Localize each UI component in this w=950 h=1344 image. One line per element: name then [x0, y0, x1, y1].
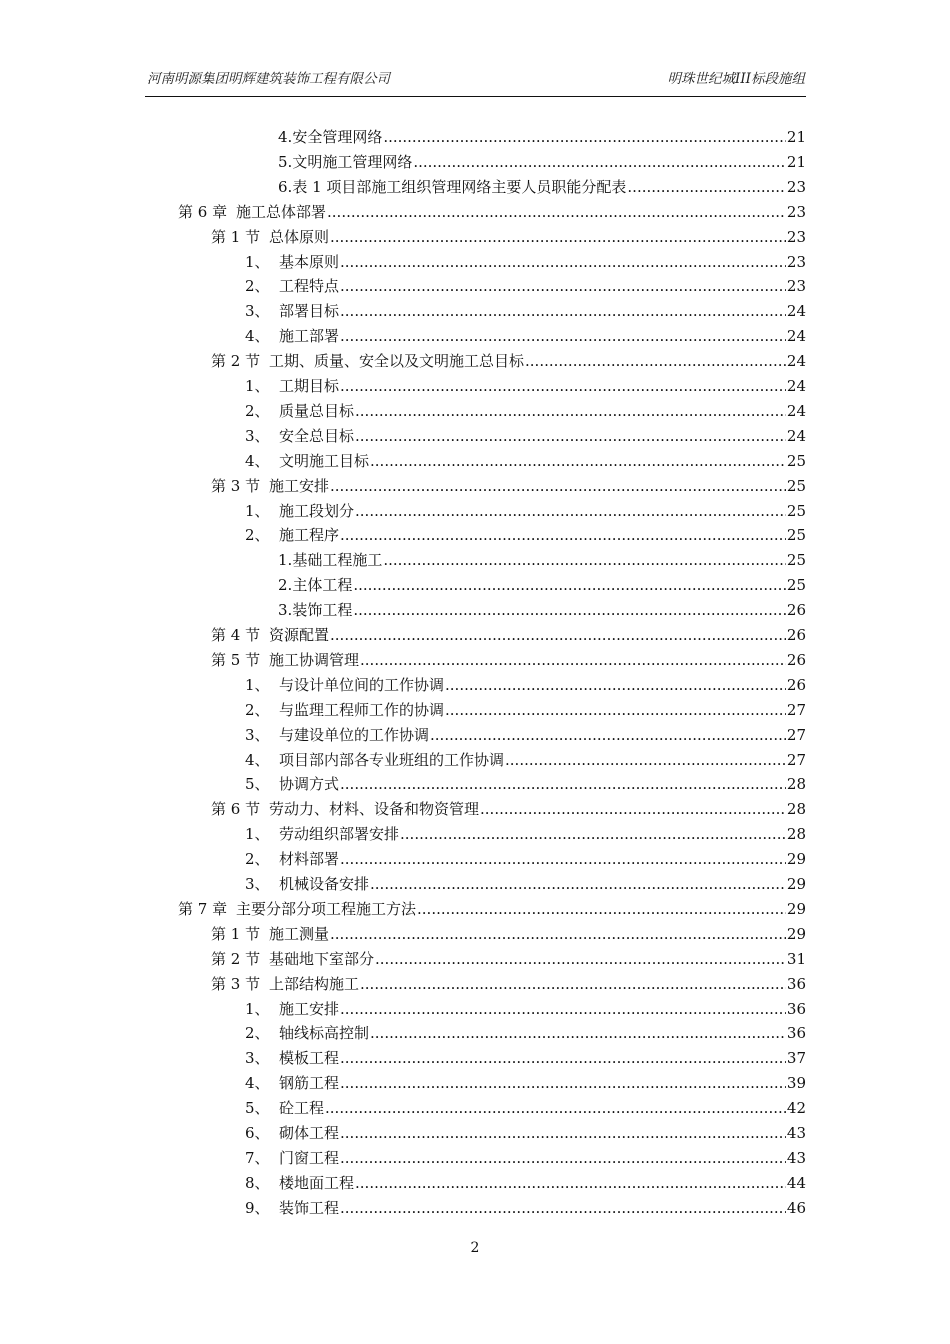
- toc-entry-chapter[interactable]: [178, 897, 806, 922]
- toc-entry-page: 23: [786, 227, 806, 246]
- header-divider: [145, 96, 806, 97]
- toc-entry-item[interactable]: [245, 723, 806, 748]
- toc-entry-page: 23: [786, 277, 806, 296]
- toc-entry-number: 第 1 节: [211, 227, 261, 246]
- toc-entry-item[interactable]: [245, 847, 806, 872]
- toc-entry-sub[interactable]: [278, 548, 806, 573]
- toc-entry-item[interactable]: [245, 499, 806, 524]
- toc-entry-page: 28: [786, 825, 806, 844]
- toc-leader-dots: [340, 997, 786, 1022]
- toc-entry-chapter[interactable]: [178, 200, 806, 225]
- toc-leader-dots: [400, 822, 786, 847]
- toc-entry-page: 27: [786, 700, 806, 719]
- toc-entry-page: 36: [786, 1024, 806, 1043]
- toc-leader-dots: [330, 623, 786, 648]
- toc-entry-page: 31: [786, 949, 806, 968]
- toc-entry-number: 4、: [245, 750, 270, 769]
- toc-leader-dots: [375, 947, 786, 972]
- toc-leader-dots: [355, 1171, 786, 1196]
- toc-entry-title: 与建设单位的工作协调: [279, 725, 430, 744]
- toc-entry-number: 3、: [245, 875, 270, 893]
- toc-entry-item[interactable]: [245, 772, 806, 797]
- toc-entry-section[interactable]: [211, 797, 806, 822]
- toc-entry-item[interactable]: [245, 673, 806, 698]
- toc-entry-title: 安全总目标: [279, 426, 355, 445]
- header-project: 明珠世纪城III标段施组: [667, 71, 805, 87]
- toc-entry-sub[interactable]: [278, 125, 806, 150]
- toc-leader-dots: [525, 349, 786, 374]
- toc-entry-page: 29: [786, 924, 806, 943]
- toc-entry-item[interactable]: [245, 1121, 806, 1146]
- toc-entry-number: 2、: [245, 277, 270, 296]
- toc-entry-sub[interactable]: [278, 573, 806, 598]
- toc-entry-item[interactable]: [245, 1021, 806, 1046]
- toc-entry-title: 装饰工程: [292, 601, 353, 620]
- toc-entry-number: 3、: [245, 1049, 270, 1068]
- toc-entry-title: 基本原则: [279, 252, 340, 271]
- toc-entry-number: 第 3 节: [211, 974, 261, 993]
- toc-entry-title: 门窗工程: [279, 1148, 340, 1167]
- toc-entry-title: 施工安排: [279, 999, 340, 1018]
- toc-leader-dots: [430, 723, 786, 748]
- toc-entry-item[interactable]: [245, 374, 806, 399]
- toc-entry-title: 部署目标: [279, 302, 340, 321]
- toc-entry-number: 4、: [245, 1074, 270, 1093]
- toc-leader-dots: [355, 499, 786, 524]
- toc-entry-item[interactable]: [245, 1096, 806, 1121]
- toc-entry-page: 46: [786, 1198, 806, 1217]
- toc-entry-number: 1、: [245, 377, 270, 395]
- header-company: 河南明源集团明辉建筑装饰工程有限公司: [147, 71, 390, 87]
- toc-entry-page: 26: [786, 601, 806, 620]
- page-number: 2: [470, 1240, 480, 1256]
- toc-entry-section[interactable]: [211, 972, 806, 997]
- toc-leader-dots: [340, 274, 786, 299]
- toc-entry-title: 施工测量: [269, 924, 330, 943]
- toc-entry-title: 工程特点: [279, 277, 340, 296]
- toc-entry-number: 1、: [245, 999, 270, 1018]
- toc-leader-dots: [353, 598, 786, 623]
- toc-leader-dots: [445, 673, 786, 698]
- toc-entry-number: 1.: [278, 551, 293, 570]
- toc-entry-page: 25: [786, 551, 806, 570]
- toc-entry-sub[interactable]: [278, 175, 806, 200]
- toc-entry-number: 第 6 节: [211, 800, 261, 819]
- toc-leader-dots: [330, 474, 786, 499]
- toc-entry-number: 2、: [245, 1024, 270, 1043]
- toc-leader-dots: [355, 424, 786, 449]
- toc-entry-number: 2、: [245, 850, 270, 869]
- toc-leader-dots: [413, 150, 786, 175]
- toc-entry-number: 2、: [245, 700, 270, 719]
- toc-entry-number: 第 3 节: [211, 476, 261, 495]
- toc-entry-page: 23: [786, 177, 806, 196]
- toc-entry-title: 与监理工程师工作的协调: [279, 700, 445, 719]
- toc-entry-title: 文明施工管理网络: [292, 152, 413, 171]
- toc-entry-number: 2.: [278, 576, 293, 595]
- toc-entry-title: 总体原则: [269, 227, 330, 246]
- toc-leader-dots: [340, 1146, 786, 1171]
- toc-leader-dots: [330, 922, 786, 947]
- toc-entry-title: 工期目标: [279, 377, 340, 395]
- toc-entry-section[interactable]: [211, 474, 806, 499]
- toc-entry-page: 27: [786, 750, 806, 769]
- toc-entry-number: 3、: [245, 426, 270, 445]
- toc-entry-number: 8、: [245, 1173, 270, 1192]
- toc-entry-number: 第 4 节: [211, 626, 261, 644]
- toc-entry-page: 28: [786, 800, 806, 819]
- toc-leader-dots: [340, 324, 786, 349]
- toc-entry-title: 协调方式: [279, 775, 340, 794]
- toc-leader-dots: [370, 1021, 786, 1046]
- toc-entry-title: 施工总体部署: [236, 202, 327, 221]
- toc-entry-item[interactable]: [245, 748, 806, 773]
- toc-entry-number: 5、: [245, 775, 270, 794]
- toc-entry-number: 4、: [245, 451, 270, 470]
- toc-entry-title: 劳动力、材料、设备和物资管理: [269, 800, 480, 819]
- toc-entry-page: 29: [786, 850, 806, 869]
- toc-entry-number: 4.: [278, 128, 293, 146]
- toc-entry-page: 26: [786, 675, 806, 694]
- toc-entry-page: 24: [786, 327, 806, 346]
- toc-entry-section[interactable]: [211, 922, 806, 947]
- toc-leader-dots: [480, 797, 786, 822]
- toc-entry-item[interactable]: [245, 822, 806, 847]
- toc-entry-title: 施工程序: [279, 526, 340, 545]
- toc-entry-item[interactable]: [245, 274, 806, 299]
- toc-entry-page: 27: [786, 725, 806, 744]
- toc-entry-item[interactable]: [245, 449, 806, 474]
- toc-entry-number: 6.: [278, 177, 293, 196]
- toc-entry-number: 第 1 节: [211, 924, 261, 943]
- toc-entry-title: 轴线标高控制: [279, 1024, 370, 1043]
- toc-entry-title: 机械设备安排: [279, 875, 370, 893]
- toc-entry-title: 施工安排: [269, 476, 330, 495]
- toc-entry-title: 表 1 项目部施工组织管理网络主要人员职能分配表: [292, 177, 627, 196]
- toc-entry-title: 与设计单位间的工作协调: [279, 675, 445, 694]
- toc-entry-title: 基础地下室部分: [269, 949, 375, 968]
- toc-leader-dots: [340, 1046, 786, 1071]
- toc-entry-section[interactable]: [211, 349, 806, 374]
- toc-entry-title: 文明施工目标: [279, 451, 370, 470]
- toc-entry-section[interactable]: [211, 947, 806, 972]
- toc-entry-item[interactable]: [245, 523, 806, 548]
- toc-entry-number: 1、: [245, 675, 270, 694]
- toc-entry-title: 模板工程: [279, 1049, 340, 1068]
- toc-entry-number: 第 7 章: [178, 899, 228, 918]
- toc-entry-page: 37: [786, 1049, 806, 1068]
- toc-entry-title: 质量总目标: [279, 401, 355, 420]
- toc-entry-page: 42: [786, 1099, 806, 1118]
- toc-entry-title: 材料部署: [279, 850, 340, 869]
- toc-entry-number: 3、: [245, 302, 270, 321]
- toc-entry-title: 主要分部分项工程施工方法: [236, 899, 417, 918]
- toc-entry-title: 工期、质量、安全以及文明施工总目标: [269, 352, 525, 371]
- toc-entry-title: 主体工程: [292, 576, 353, 595]
- toc-leader-dots: [370, 449, 786, 474]
- toc-leader-dots: [383, 548, 786, 573]
- toc-entry-page: 24: [786, 377, 806, 395]
- toc-entry-number: 2、: [245, 401, 270, 420]
- toc-entry-title: 上部结构施工: [269, 974, 360, 993]
- toc-entry-section[interactable]: [211, 648, 806, 673]
- toc-entry-page: 43: [786, 1148, 806, 1167]
- toc-entry-number: 第 2 节: [211, 949, 261, 968]
- toc-entry-item[interactable]: [245, 324, 806, 349]
- toc-entry-title: 砌体工程: [279, 1124, 340, 1142]
- toc-entry-number: 9、: [245, 1198, 270, 1217]
- toc-entry-number: 3、: [245, 725, 270, 744]
- toc-entry-title: 装饰工程: [279, 1198, 340, 1217]
- toc-entry-page: 23: [786, 252, 806, 271]
- toc-entry-number: 5.: [278, 152, 293, 171]
- toc-entry-number: 6、: [245, 1124, 270, 1142]
- toc-entry-page: 24: [786, 352, 806, 371]
- toc-entry-item[interactable]: [245, 399, 806, 424]
- toc-leader-dots: [340, 374, 786, 399]
- toc-leader-dots: [353, 573, 786, 598]
- toc-entry-number: 1、: [245, 825, 270, 844]
- toc-leader-dots: [340, 1071, 786, 1096]
- toc-leader-dots: [360, 648, 786, 673]
- toc-entry-page: 21: [786, 128, 806, 146]
- toc-leader-dots: [505, 748, 786, 773]
- toc-leader-dots: [417, 897, 786, 922]
- toc-entry-title: 资源配置: [269, 626, 330, 644]
- toc-leader-dots: [340, 299, 786, 324]
- toc-entry-item[interactable]: [245, 1196, 806, 1221]
- toc-leader-dots: [340, 847, 786, 872]
- toc-leader-dots: [340, 1121, 786, 1146]
- toc-leader-dots: [340, 250, 786, 275]
- toc-entry-title: 安全管理网络: [292, 128, 383, 146]
- toc-leader-dots: [383, 125, 786, 150]
- toc-entry-page: 25: [786, 576, 806, 595]
- toc-entry-item[interactable]: [245, 424, 806, 449]
- toc-entry-number: 第 2 节: [211, 352, 261, 371]
- toc-entry-title: 施工部署: [279, 327, 340, 346]
- toc-leader-dots: [627, 175, 786, 200]
- toc-entry-item[interactable]: [245, 1071, 806, 1096]
- toc-entry-title: 施工段划分: [279, 501, 355, 520]
- toc-entry-number: 第 5 节: [211, 650, 261, 669]
- toc-entry-page: 29: [786, 875, 806, 893]
- toc-leader-dots: [370, 872, 786, 897]
- toc-entry-item[interactable]: [245, 698, 806, 723]
- toc-entry-item[interactable]: [245, 299, 806, 324]
- toc-entry-number: 5、: [245, 1099, 270, 1118]
- toc-entry-title: 基础工程施工: [292, 551, 383, 570]
- toc-entry-page: 26: [786, 626, 806, 644]
- toc-leader-dots: [445, 698, 786, 723]
- toc-entry-page: 26: [786, 650, 806, 669]
- toc-leader-dots: [330, 225, 786, 250]
- toc-entry-page: 24: [786, 426, 806, 445]
- toc-leader-dots: [340, 1196, 786, 1221]
- toc-entry-item[interactable]: [245, 1171, 806, 1196]
- toc-entry-section[interactable]: [211, 225, 806, 250]
- toc-entry-page: 36: [786, 974, 806, 993]
- toc-leader-dots: [340, 772, 786, 797]
- toc-entry-title: 楼地面工程: [279, 1173, 355, 1192]
- toc-entry-title: 施工协调管理: [269, 650, 360, 669]
- toc-entry-title: 劳动组织部署安排: [279, 825, 400, 844]
- toc-entry-page: 44: [786, 1173, 806, 1192]
- toc-entry-page: 24: [786, 302, 806, 321]
- toc-entry-page: 25: [786, 451, 806, 470]
- toc-entry-number: 4、: [245, 327, 270, 346]
- toc-entry-sub[interactable]: [278, 598, 806, 623]
- toc-entry-page: 29: [786, 899, 806, 918]
- toc-entry-page: 43: [786, 1124, 806, 1142]
- toc-entry-item[interactable]: [245, 1146, 806, 1171]
- toc-entry-sub[interactable]: [278, 150, 806, 175]
- toc-entry-number: 1、: [245, 501, 270, 520]
- toc-leader-dots: [325, 1096, 786, 1121]
- toc-leader-dots: [355, 399, 786, 424]
- toc-entry-page: 28: [786, 775, 806, 794]
- toc-entry-page: 36: [786, 999, 806, 1018]
- toc-leader-dots: [340, 523, 786, 548]
- toc-entry-section[interactable]: [211, 623, 806, 648]
- toc-entry-page: 39: [786, 1074, 806, 1093]
- toc-entry-page: 21: [786, 152, 806, 171]
- toc-entry-number: 1、: [245, 252, 270, 271]
- toc-entry-number: 2、: [245, 526, 270, 545]
- toc-entry-title: 钢筋工程: [279, 1074, 340, 1093]
- toc-entry-number: 3.: [278, 601, 293, 620]
- toc-entry-item[interactable]: [245, 872, 806, 897]
- toc-entry-page: 25: [786, 501, 806, 520]
- toc-entry-title: 项目部内部各专业班组的工作协调: [279, 750, 505, 769]
- toc-entry-title: 砼工程: [279, 1099, 325, 1118]
- toc-leader-dots: [360, 972, 786, 997]
- toc-entry-page: 25: [786, 526, 806, 545]
- toc-entry-page: 23: [786, 202, 806, 221]
- toc-entry-item[interactable]: [245, 997, 806, 1022]
- toc-entry-item[interactable]: [245, 250, 806, 275]
- toc-entry-item[interactable]: [245, 1046, 806, 1071]
- toc-entry-number: 7、: [245, 1148, 270, 1167]
- toc-entry-page: 25: [786, 476, 806, 495]
- toc-leader-dots: [327, 200, 786, 225]
- toc-entry-page: 24: [786, 401, 806, 420]
- toc-entry-number: 第 6 章: [178, 202, 228, 221]
